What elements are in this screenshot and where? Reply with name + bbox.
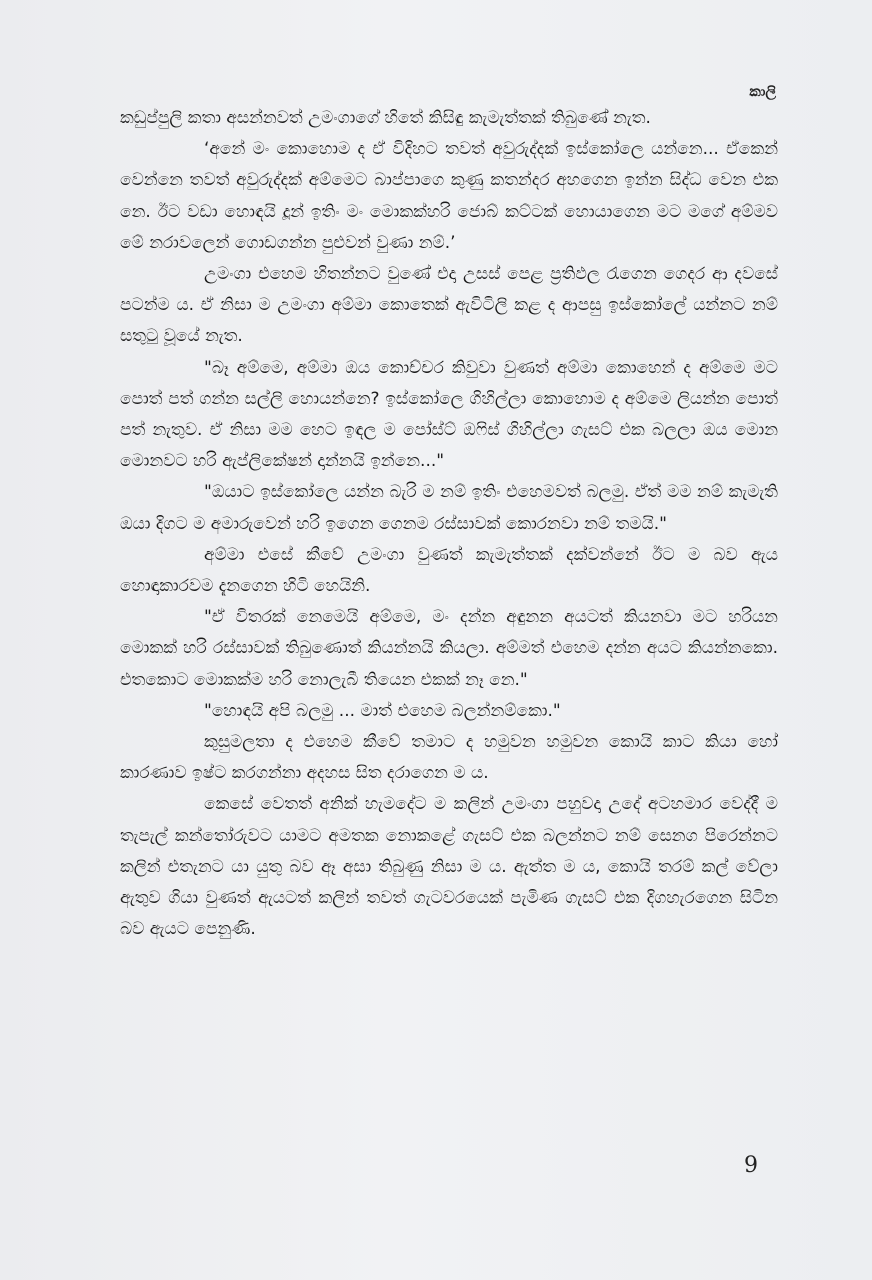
paragraph: "බෑ අම්මෙ, අම්මා ඔය කොච්චර කිවුවා වුණත් අම්මා කොහෙන් ද අම්මෙ මට පොත් පත් ගන්න සල්ලි හොයන්නෙ? ඉස්කෝලෙ ගිහිල්ලා කොහොම ද අම්මෙ ලියන්න පොත් පත් නැතුව. ඒ නිසා මම හෙට ඉඳල ම පෝස්ට් ඔෆිස් ගිහිල්ලා ගැසට් එක බලලා ඔය මොන මොනවට හරි ඇප්ලිකේෂන් දාන්නයි ඉන්නෙ..."	[120, 357, 778, 472]
paragraph: "ඔයාට ඉස්කෝලෙ යන්න බැරි ම නම් ඉතිං එහෙමවත් බලමු. ඒත් මම නම් කැමැති ඔයා දිගට ම අමාරුවෙන් හරි ඉගෙන ගෙනම රස්සාවක් කොරනවා නම් තමයි."	[120, 482, 778, 534]
page-number: 9	[744, 1153, 758, 1178]
paragraph: අම්මා එසේ කීවේ උමංගා වුණත් කැමැත්තක් දක්වන්නේ ඊට ම බව ඇය හොඳාකාරවම දැනගෙන හිටි හෙයිනි.	[120, 544, 778, 597]
paragraph: උමංගා එහෙම හිතන්නට වුණේ එදා උසස් පෙළ ප්‍රතිඵල රැගෙන ගෙදර ආ දවසේ පටන්ම ය. ඒ නිසා ම උමංගා අම්මා කොතෙක් ඇවිටිලි කළ ද ආපසු ඉස්කෝලේ යන්නට නම් සතුටු වූයේ නැත.	[120, 264, 778, 347]
paragraph: "ඒ විතරක් නෙමෙයි අම්මෙ, මං දන්න අඳුනන අයටත් කියනවා මට හරියන මොකක් හරි රස්සාවක් තිබුණොත් කියන්නයි කියලා. අම්මත් එහෙම දන්න අයට කියන්නකො. එතකොට මොකක්ම හරි නොලැබී තියෙන එකක් නෑ නෙ."	[120, 607, 778, 690]
paragraph: කඩුප්පුලි කතා අසන්නවත් උමංගාගේ හිතේ කිසිඳු කැමැත්තක් තිබුණේ නැත.	[120, 108, 651, 128]
paragraph: කුසුමලතා ද එහෙම කීවේ තමාට ද හමුවන හමුවන කොයි කාට කියා හෝ කාරණාව ඉෂ්ට කරගන්නා අදහස සිත දරාගෙන ම ය.	[120, 732, 778, 784]
running-header: කාලි	[749, 84, 776, 100]
paragraph: "හොඳයි අපි බලමු ... මාත් එහෙම බලන්නම්කො."	[204, 700, 561, 721]
body-text	[120, 103, 778, 945]
paragraph: කෙසේ වෙතත් අනික් හැමදේට ම කලින් උමංගා පහුවදා උදේ අටහමාර වෙද්දී ම තැපැල් කන්තෝරුවට යාමට අමතක නොකළේ ගැසට් එක බලන්නට නම් සෙනග පිරෙන්නට කලින් එතැනට යා යුතු බව ඈ අසා තිබුණු නිසා ම ය. ඇත්ත ම ය, කොයි තරම් කල් වේලා ඇතුව ගියා වුණත් ඇයටත් කලින් තවත් ගැටවරයෙක් පැමිණ ගැසට් එක දිගහැරගෙන සිටින බව ඇයට පෙනුණි.	[120, 794, 778, 940]
paragraph: ‘අනේ මං කොහොම ද ඒ විදිහට තවත් අවුරුද්දක් ඉස්කෝලෙ යන්නෙ... ඒකෙන් වෙන්නෙ තවත් අවුරුද්දක් අම්මෙට බාප්පාගෙ කුණු කතන්දර අහගෙන ඉන්න සිද්ධ වෙන එක නෙ. ඊට වඩා හොඳයි දූන් ඉතිං මං මොකක්හරි ජොබ් කට්ටක් හොයාගෙන මට මගේ අම්මව මේ නරාවලෙන් ගොඩගන්න පුළුවන් වුණා නම්.’	[120, 139, 778, 253]
